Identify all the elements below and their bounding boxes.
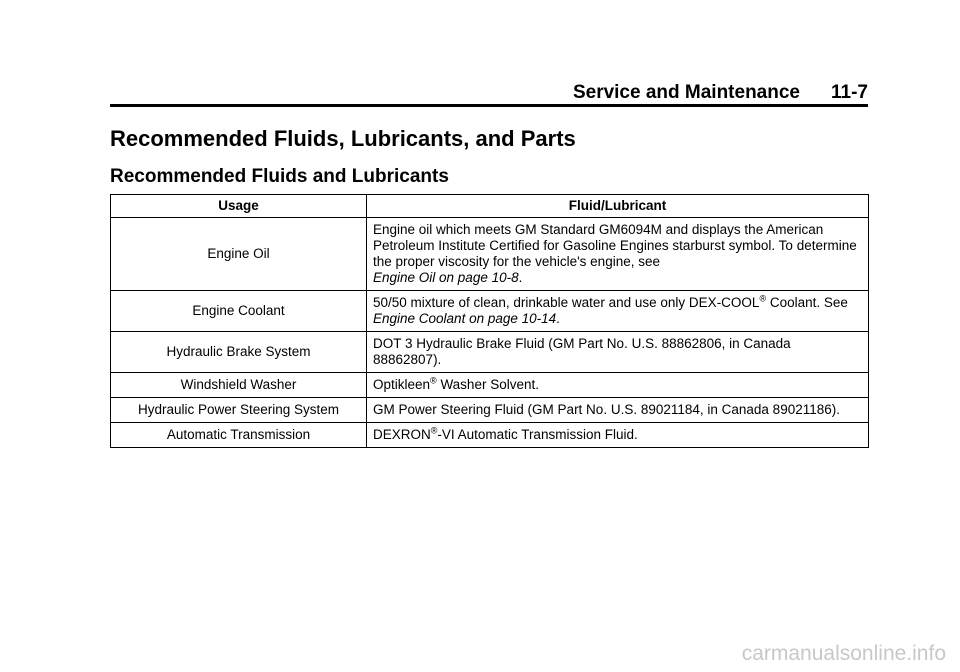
registered-mark: ® bbox=[430, 375, 437, 386]
table-row bbox=[111, 423, 869, 448]
usage-cell: Engine Oil bbox=[111, 218, 367, 291]
usage-cell: Windshield Washer bbox=[111, 373, 367, 398]
table-row bbox=[111, 218, 869, 291]
watermark: carmanualsonline.info bbox=[741, 642, 946, 665]
fluid-text-cont: Washer Solvent. bbox=[436, 377, 539, 392]
fluid-text-tail: . bbox=[518, 270, 523, 285]
fluid-text: Engine oil which meets GM Standard GM6094M and displays the American Petroleum Institute Certified for Gasoline Engines starburst symbol. To determine the proper viscosity for the vehicle's engine, see bbox=[373, 222, 857, 269]
table-row bbox=[111, 373, 869, 398]
page-title: Recommended Fluids, Lubricants, and Parts bbox=[110, 126, 576, 151]
table-row bbox=[111, 332, 869, 373]
section-heading: Recommended Fluids and Lubricants bbox=[110, 166, 449, 187]
column-header-usage: Usage bbox=[111, 195, 367, 218]
table-header-row bbox=[111, 195, 869, 218]
fluid-cell: GM Power Steering Fluid (GM Part No. U.S. 89021184, in Canada 89021186). bbox=[367, 398, 869, 423]
fluid-cell bbox=[367, 218, 869, 291]
fluids-table bbox=[110, 194, 869, 448]
registered-mark: ® bbox=[759, 293, 767, 304]
fluid-text-cont: -VI Automatic Transmission Fluid. bbox=[437, 427, 638, 442]
table-row bbox=[111, 291, 869, 332]
page-header bbox=[110, 82, 868, 107]
fluid-text: DEXRON bbox=[373, 427, 431, 442]
registered-mark: ® bbox=[430, 425, 438, 436]
cross-reference-link[interactable]: Engine Coolant on page 10-14 bbox=[373, 311, 557, 326]
usage-cell: Hydraulic Brake System bbox=[111, 332, 367, 373]
usage-cell: Engine Coolant bbox=[111, 291, 367, 332]
fluid-cell bbox=[367, 423, 869, 448]
fluid-text-tail: . bbox=[556, 311, 560, 326]
fluid-text-cont: Coolant. See bbox=[766, 295, 848, 310]
fluid-cell: DOT 3 Hydraulic Brake Fluid (GM Part No. U.S. 88862806, in Canada 88862807). bbox=[367, 332, 869, 373]
fluid-text: 50/50 mixture of clean, drinkable water and use only DEX-COOL bbox=[373, 295, 760, 310]
page-number: 11-7 bbox=[831, 82, 868, 103]
section-title: Service and Maintenance bbox=[572, 82, 800, 103]
fluid-cell bbox=[367, 291, 869, 332]
fluid-cell bbox=[367, 373, 869, 398]
usage-cell: Automatic Transmission bbox=[111, 423, 367, 448]
cross-reference-link[interactable]: Engine Oil on page 10-8 bbox=[373, 270, 519, 285]
table-row bbox=[111, 398, 869, 423]
fluid-text: Optikleen bbox=[373, 377, 431, 392]
column-header-fluid: Fluid/Lubricant bbox=[367, 195, 869, 218]
usage-cell: Hydraulic Power Steering System bbox=[111, 398, 367, 423]
